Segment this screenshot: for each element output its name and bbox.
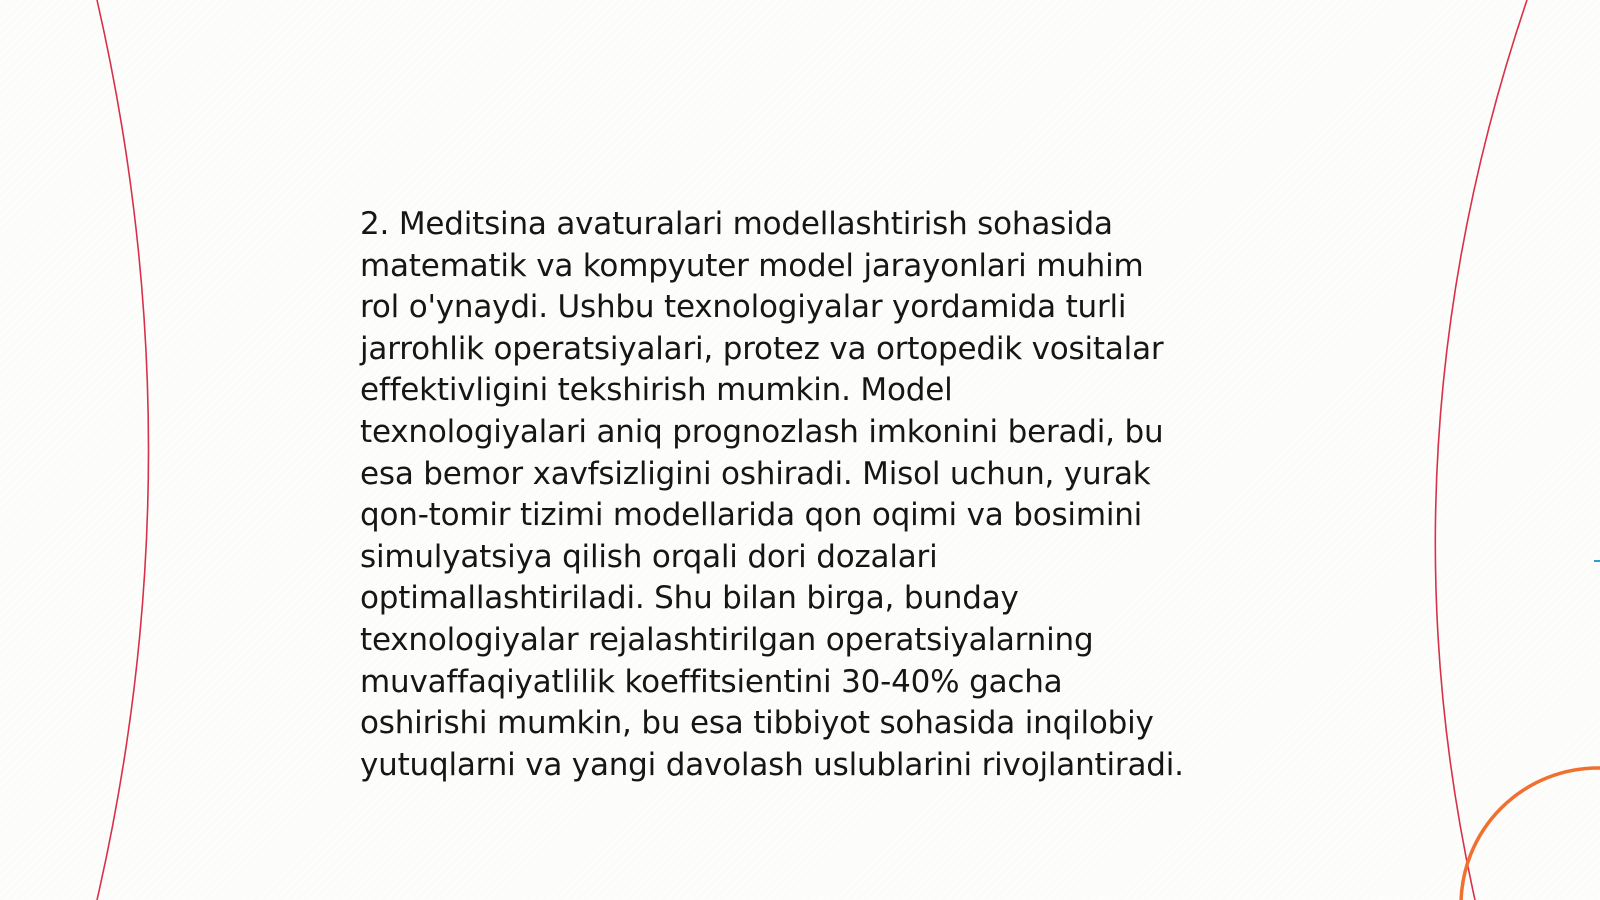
- left-curve-line: [97, 0, 149, 900]
- body-paragraph: 2. Meditsina avaturalari modellashtirish sohasida matematik va kompyuter model jarayonlari muhim rol o'ynaydi. Ushbu texnologiyalar yordamida turli jarrohlik operatsiyalari, protez va ortopedik vositalar effektivligini tekshirish mumkin. Model texnologiyalari aniq prognozlash imkonini beradi, bu esa bemor xavfsizligini oshiradi. Misol uchun, yurak qon-tomir tizimi modellarida qon oqimi va bosimini simulyatsiya qilish orqali dori dozalari optimallashtiriladi. Shu bilan birga, bunday texnologiyalar rejalashtirilgan operatsiyalarning muvaffaqiyatlilik koeffitsientini 30-40% gacha oshirishi mumkin, bu esa tibbiyot sohasida inqilobiy yutuqlarni va yangi davolash uslublarini rivojlantiradi.: [360, 206, 1184, 783]
- orange-circle-outline: [1461, 768, 1600, 900]
- right-curve-line: [1435, 0, 1527, 900]
